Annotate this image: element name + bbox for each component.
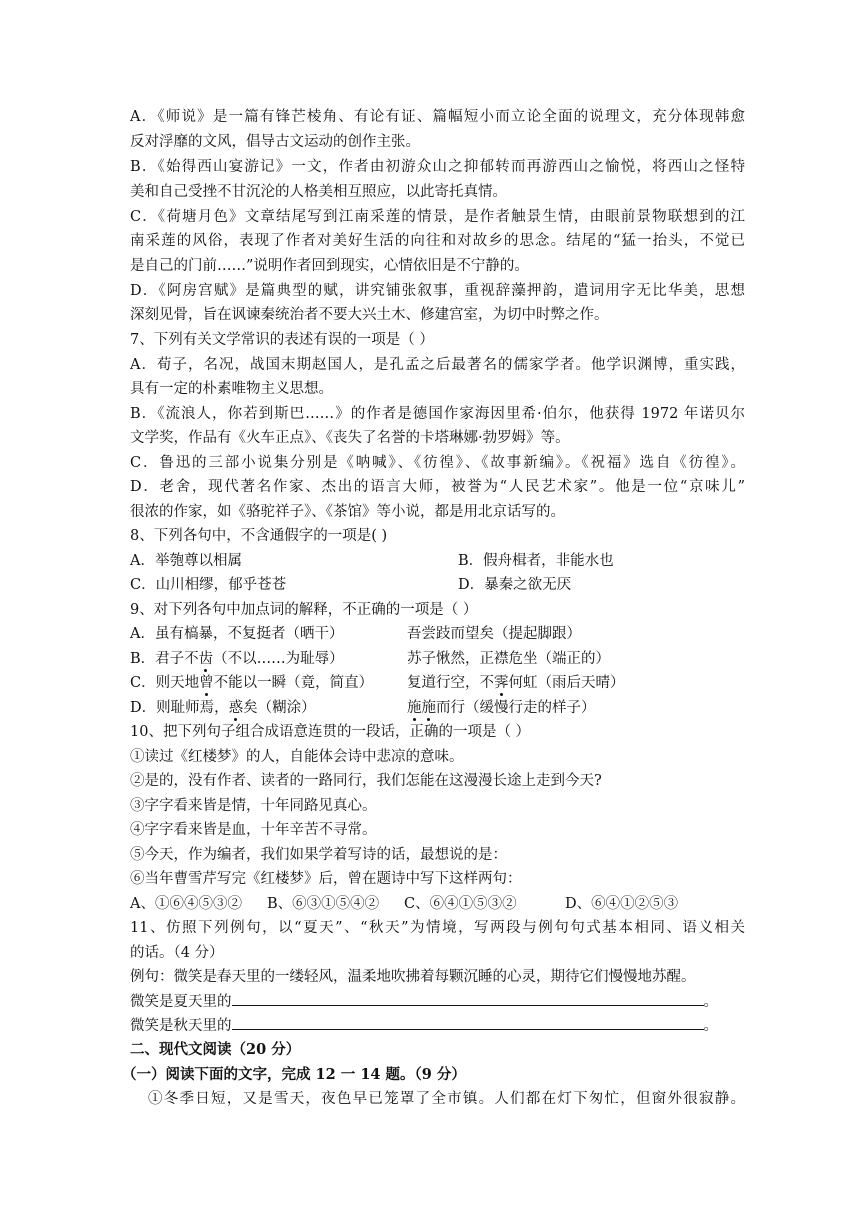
q10-sentence-6: ⑥当年曹雪芹写完《红楼梦》后，曾在题诗中写下这样两句： (130, 871, 522, 887)
q6-option-b-line1: B．《始得西山宴游记》一文，作者由初游众山之抑郁转而再游西山之愉悦，将西山之怪特 (130, 159, 745, 175)
dotted-char: 霁 (494, 675, 509, 691)
q8-option-a: A．举匏尊以相属 (130, 553, 242, 569)
q9-d-left-pre: D．则耻师焉， (130, 700, 229, 716)
dotted-char: 施 (421, 700, 436, 716)
q9-d-left-post: 矣（糊涂） (243, 700, 316, 716)
q9-option-d-right (407, 696, 596, 720)
q10-sentence-4: ④字字看来皆是血，十年辛苦不寻常。 (130, 822, 377, 838)
q10-sentence-3: ③字字看来皆是情，十年同路见真心。 (130, 798, 377, 814)
dotted-char: 施 (407, 700, 422, 716)
q10-option-d: D、⑥④①②⑤③ (565, 896, 679, 912)
q10-sentence-5: ⑤今天，作为编者，我们如果学着写诗的话，最想说的是： (130, 847, 507, 863)
q11-example: 例句：微笑是春天里的一缕轻风，温柔地吹拂着每颗沉睡的心灵，期待它们慢慢地苏醒。 (130, 969, 696, 985)
q10-option-a: A、①⑥④⑤③② (130, 896, 242, 912)
q9-option-c-right (407, 671, 625, 695)
dotted-char: 曾 (199, 675, 214, 691)
q10-option-c: C、⑥④①⑤③② (404, 896, 517, 912)
q9-c-left-post: 不能以一瞬（竟，简直） (213, 675, 374, 691)
q7-option-c: C．鲁迅的三部小说集分别是《呐喊》、《彷徨》、《故事新编》。《祝福》选自《彷徨》。 (130, 455, 745, 471)
q7-option-b-line1: B．《流浪人，你若到斯巴……》的作者是德国作家海因里希·伯尔，他获得 1972 年诺贝尔 (130, 406, 745, 422)
q6-option-d-line1: D．《阿房宫赋》是篇典型的赋，讲究铺张叙事，重视辞藻押韵，遣词用字无比华美，思想 (130, 283, 745, 299)
q8-option-b: B．假舟楫者，非能水也 (458, 553, 614, 569)
q8-stem: 8、下列各句中，不含通假字的一项是( ) (130, 528, 388, 544)
q7-option-d-line1: D．老舍，现代著名作家、杰出的语言大师，被誉为“人民艺术家”。他是一位“京味儿” (130, 479, 745, 495)
q7-option-a-line1: A．荀子，名况，战国末期赵国人，是孔孟之后最著名的儒家学者。他学识渊博，重实践， (130, 357, 745, 373)
q6-option-a-line2: 反对浮靡的文风，倡导古文运动的创作主张。 (130, 134, 420, 150)
q11-summer-line (130, 990, 718, 1014)
q8-option-c: C．山川相缪，郁乎苍苍 (130, 577, 287, 593)
q11-autumn-end: 。 (703, 1018, 718, 1034)
q11-autumn-prompt: 微笑是秋天里的 (130, 1018, 232, 1034)
q10-option-b: B、⑥③①⑤④② (267, 896, 380, 912)
q9-option-d-left (130, 696, 316, 720)
q11-summer-end: 。 (703, 994, 718, 1010)
q7-stem: 7、下列有关文学常识的表述有误的一项是（ ） (130, 332, 434, 348)
q6-option-c-line2: 南采莲的风俗，表现了作者对美好生活的向往和对故乡的思念。结尾的“猛一抬头，不觉已 (130, 233, 745, 249)
q10-sentence-2: ②是的，没有作者、读者的一路同行，我们怎能在这漫漫长途上走到今天? (130, 773, 602, 789)
q6-option-d-line2: 深刻见骨，旨在讽谏秦统治者不要大兴土木、修建宫室，为切中时弊之作。 (130, 307, 609, 323)
passage-paragraph-1: ①冬季日短，又是雪天，夜色早已笼罩了全市镇。人们都在灯下匆忙，但窗外很寂静。 (148, 1091, 745, 1107)
dotted-char: 齿 (198, 651, 214, 667)
q9-option-a-left: A．虽有槁暴，不复挺者（晒干） (130, 626, 344, 642)
q9-d-right-post: 而行（缓慢行走的样子） (436, 700, 596, 716)
q11-autumn-answer-blank[interactable] (232, 1014, 704, 1030)
q11-summer-prompt: 微笑是夏天里的 (130, 994, 232, 1010)
q7-option-b-line2: 文学奖，作品有《火车正点》、《丧失了名誉的卡塔琳娜·勃罗姆》等。 (130, 430, 570, 446)
q6-option-a-line1: A．《师说》是一篇有锋芒棱角、有论有证、篇幅短小而立论全面的说理文，充分体现韩愈 (130, 109, 745, 125)
q9-stem: 9、对下列各句中加点词的解释，不正确的一项是（ ） (130, 602, 478, 618)
q9-b-left-post: （不以……为耻辱） (213, 651, 344, 667)
q9-b-left-pre: B．君子不 (130, 651, 199, 667)
dotted-char: 惑 (228, 700, 244, 716)
q10-sentence-1: ①读过《红楼梦》的人，自能体会诗中悲凉的意味。 (130, 749, 464, 765)
q11-summer-answer-blank[interactable] (232, 990, 704, 1006)
section-2-title: 二、现代文阅读（20 分） (130, 1041, 301, 1058)
q7-option-a-line2: 具有一定的朴素唯物主义思想。 (130, 381, 333, 397)
q6-option-c-line1: C．《荷塘月色》文章结尾写到江南采莲的情景，是作者触景生情，由眼前景物联想到的江 (130, 209, 745, 225)
q9-option-c-left (130, 671, 373, 695)
q9-c-left-pre: C．则天地 (130, 675, 200, 691)
q10-stem: 10、把下列句子组合成语意连贯的一段话，正确的一项是（ ） (130, 724, 531, 740)
q11-stem-line2: 的话。（4 分） (130, 945, 224, 961)
q9-c-right-pre: 复道行空，不 (407, 675, 494, 691)
q9-option-b-right: 苏子愀然，正襟危坐（端正的） (407, 651, 610, 667)
q8-option-d: D．暴秦之欲无厌 (458, 577, 572, 593)
section-2-subtitle: （一）阅读下面的文字，完成 12 一 14 题。（9 分） (122, 1066, 466, 1083)
q11-stem-line1: 11、仿照下列例句，以“夏天”、“秋天”为情境，写两段与例句句式基本相同、语义相关 (130, 920, 745, 936)
q9-option-b-left (130, 647, 344, 671)
q6-option-b-line2: 美和自己受挫不甘沉沦的人格美相互照应，以此寄托真情。 (130, 184, 507, 200)
q7-option-d-line2: 很浓的作家，如《骆驼祥子》、《茶馆》等小说，都是用北京话写的。 (130, 504, 565, 520)
q9-option-a-right: 吾尝跂而望矣（提起脚跟） (407, 626, 581, 642)
q11-autumn-line (130, 1014, 718, 1038)
q9-c-right-post: 何虹（雨后天晴） (508, 675, 625, 691)
q6-option-c-line3: 是自己的门前……”说明作者回到现实，心情依旧是不宁静的。 (130, 258, 529, 274)
